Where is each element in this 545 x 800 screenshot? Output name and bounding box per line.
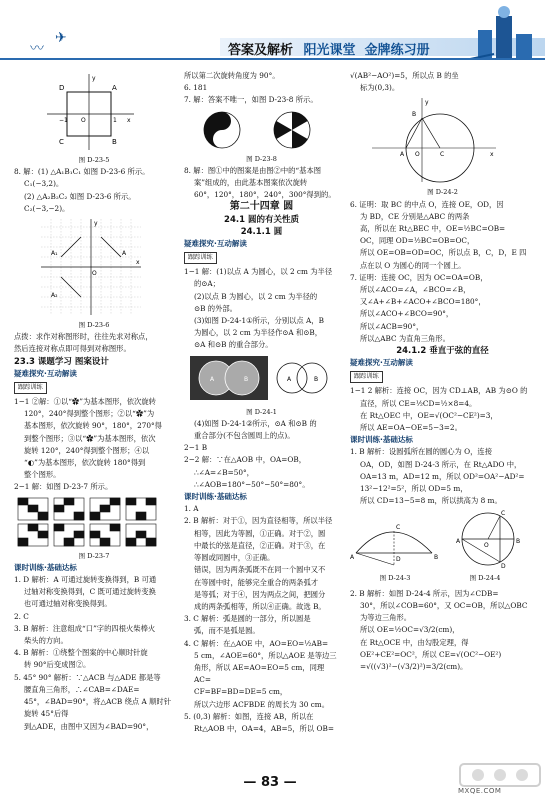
header-section: 答案及解析: [228, 43, 294, 58]
figure-d23-8: [184, 109, 334, 151]
answer-line: CF=BF=BD=DE=5 cm，: [194, 687, 288, 697]
answer-line: 6. 证明：取 BC 的中点 O，连接 OE，OD，因: [350, 199, 504, 209]
page-header: [0, 0, 545, 64]
svg-text:A: A: [122, 250, 127, 258]
figure-d24-3-and-d24-4: [350, 509, 530, 569]
svg-text:C: C: [59, 138, 64, 146]
answer-line: 旋转 120°，240°得到整个图形；④以: [24, 445, 150, 455]
answer-line: 1−1 2 解析：连接 OC，因为 CD⊥AB，AB 为⊙O 的: [350, 386, 528, 396]
svg-text:B: B: [516, 538, 521, 546]
answer-line: 角形，所以 AE=AO=EO=5 cm，同理 AC=: [194, 662, 325, 685]
figure-captions-row: [350, 571, 530, 587]
answer-line: 整个图形。: [24, 470, 61, 480]
answer-line: 5. 45° 90° 解析：∵△ACB 与△ADE 都是等: [14, 672, 161, 682]
answer-line: (4)如图 D-24-1②所示，⊙A 和⊙B 的: [194, 418, 317, 428]
answer-line: 又∠A+∠B+∠ACO+∠BCO=180°，: [360, 297, 486, 307]
svg-text:B: B: [112, 138, 117, 146]
answer-line: C₂(−3,−2)。: [24, 203, 70, 213]
subsection-title: 24.1.2 垂直于弦的直径: [396, 346, 489, 357]
bird-icon: 〰: [30, 41, 44, 57]
svg-text:B: B: [244, 375, 249, 383]
answer-line: 13²−12²=5²，所以 OD=5 m，: [360, 484, 468, 494]
answer-line: 腰直角三角形，∴∠CAB=∠DAE=: [24, 684, 140, 694]
answer-line: 2−1 解：如图 D-23-7 所示。: [14, 482, 113, 492]
answer-line: 60°，120°，180°，240°，300°得到的。: [194, 190, 336, 200]
answer-line: √(AB²−AO²)=5，所以点 B 的坐: [350, 71, 459, 80]
answer-line: 然后连接对称点即可得到对称图形。: [14, 344, 131, 354]
svg-text:C: C: [396, 524, 401, 532]
practice-tag: 跟踪训练: [14, 382, 47, 394]
answer-line: OC，同理 OD=½BC=OB=OC，: [360, 236, 475, 246]
answer-line: 30°，所以∠COB=60°，又 OC=OB，所以△OBC: [360, 600, 528, 610]
answer-line: 中最长的弦是直径，②正确。对于③，在: [194, 540, 326, 550]
svg-text:D: D: [59, 84, 65, 92]
figure-caption: 图 D-23-5: [78, 156, 110, 164]
svg-text:x: x: [136, 259, 140, 267]
svg-text:y: y: [94, 220, 98, 228]
answer-line: 2. C: [14, 611, 29, 621]
answer-line: 标为(0,3)。: [360, 83, 400, 93]
answer-line: 所以 CD=13−5=8 m，所以拱高为 8 m。: [360, 496, 502, 506]
answer-line: 5 cm，∠AOE=60°，所以△AOE 是等边三: [194, 650, 337, 660]
answer-line: 柴头的方向。: [24, 636, 68, 646]
answer-line: 在 Rt△OEC 中，OE=√(OC²−CE²)=3，: [360, 410, 498, 420]
answer-line: 直径，所以 CE=½CD=½×8=4。: [360, 398, 477, 408]
answer-line: 3. C 解析：弧是圆的一部分，所以圆是: [184, 614, 311, 624]
section-banner: 课时训练·基础达标: [350, 435, 413, 445]
svg-text:C: C: [440, 151, 445, 159]
answer-line: 过轴对称变换得到，C 既可通过旋转变换: [24, 587, 156, 597]
answer-line: 所以 OE=½OC=√3/2(cm)，: [360, 625, 460, 635]
chapter-title: 第二十四章 圆: [229, 201, 294, 213]
subsection-title: 24.1.1 圆: [240, 226, 283, 237]
section-title: 24.1 圆的有关性质: [224, 214, 299, 225]
answer-line: 45°，∠BAD=90°，将△ACB 绕点 A 顺时针旋转 45°后得: [24, 697, 172, 719]
svg-text:O: O: [92, 270, 97, 278]
svg-text:A: A: [456, 538, 461, 546]
figure-caption: 图 D-24-2: [427, 188, 458, 197]
svg-text:1: 1: [113, 117, 117, 124]
answer-line: 120°，240°得到整个图形；②以“✿”为: [24, 409, 155, 419]
answer-line: 所以∠ACO=∠A，∠BCO=∠B，: [360, 285, 471, 295]
svg-text:A: A: [350, 554, 355, 562]
answer-line: 为 BD，CE 分别是△ABC 的两条: [360, 211, 470, 221]
answer-line: 所以第二次旋转角度为 90°。: [184, 71, 280, 80]
svg-text:y: y: [425, 99, 429, 107]
answer-line: (3)如图 D-24-1①所示，分别以点 A，B: [194, 316, 324, 326]
header-rule: [0, 58, 545, 60]
svg-text:O: O: [81, 117, 86, 124]
answer-line: 3. B 解析：注意组成“口”字的四根火柴棒火: [14, 623, 156, 633]
svg-text:A: A: [112, 84, 117, 92]
answer-line: 的⊙A；: [194, 279, 220, 289]
answer-line: 在等圆中时，能够完全重合的两条弧才: [194, 577, 319, 587]
figure-caption: 图 D-24-4: [469, 574, 501, 583]
answer-line: OA，OD，如图 D-24-3 所示，在 Rt△ADO 中，: [360, 459, 522, 469]
answer-line: 相等，因此为等圆，①正确。对于②，圆: [194, 528, 326, 538]
section-banner: 疑难探究·互动解读: [350, 358, 413, 368]
svg-text:x: x: [127, 117, 131, 124]
answer-line: 1. D 解析：A 可通过旋转变换得到，B 可通: [14, 575, 157, 585]
figure-d24-2: [370, 96, 500, 184]
answer-line: 为圆心，以 2 cm 为半径作⊙A 和⊙B，: [194, 328, 323, 338]
figure-caption: 图 D-24-3: [379, 574, 411, 583]
section-title: 23.3 课题学习 图案设计: [14, 356, 109, 367]
answer-line: ⊙B 的外部。: [194, 303, 237, 313]
header-brand-name: 阳光课堂: [303, 43, 356, 58]
answer-line: 成的两条弧相等，所以④正确。故选 B。: [194, 601, 326, 611]
answer-line: OE²+CE²=OC²，所以 CE=√(OC²−OE²): [360, 649, 502, 659]
answers-block: [14, 574, 174, 733]
answer-line: (2) △A₂B₂C₂ 如图 D-23-6 所示。: [24, 191, 136, 201]
figure-d24-1: [184, 354, 334, 404]
answer-line: 基本图形，依次旋转 90°，180°，270°得: [24, 421, 162, 431]
answer-line: 转 90°后变成图②。: [24, 660, 91, 670]
answer-line: 所以 AE=OA−OE=5−3=2。: [360, 423, 462, 433]
column-2: [184, 70, 339, 735]
answer-8-block: [14, 166, 174, 215]
answer-line: 错误，因为两条弧既不在同一个圆中又不: [194, 565, 326, 575]
answer-line: 弧，而不是弧是圆。: [194, 626, 260, 636]
answer-line: 高，所以在 Rt△BEC 中，OE=½BC=OB=: [360, 224, 506, 234]
answer-line: 所以△ABC 为直角三角形。: [360, 333, 450, 343]
svg-text:y: y: [92, 75, 96, 82]
practice-tag: 跟踪训练: [184, 252, 217, 264]
practice-tag: 跟踪训练: [350, 371, 383, 383]
answer-line: 6. 181: [184, 83, 208, 93]
svg-text:B: B: [434, 554, 439, 562]
exercise-1-1: [14, 396, 174, 481]
answer-line: 8. 解：图①中的图案是由图②中的“基本图: [184, 165, 322, 175]
answer-line: 到整个图形；③以“✿”为基本图形，依次: [24, 433, 156, 443]
answer-line: (2)以点 B 为圆心，以 2 cm 为半径的: [194, 291, 318, 301]
answer-6-7-block: [350, 199, 535, 345]
svg-text:O: O: [415, 151, 420, 159]
answer-line: C₁(−3,2)。: [24, 179, 64, 189]
answer-line: 在 Rt△OCE 中，由勾股定理，得: [360, 637, 469, 647]
figure-d23-6: [36, 217, 146, 317]
answer-line: “◐”为基本图形，依次旋转 180°得到: [24, 458, 146, 468]
header-brand: [228, 39, 430, 58]
answer-line: 案”组成的，由此基本图案依次旋转: [194, 178, 308, 188]
answers-block: [184, 503, 339, 735]
bird-icon: ✈: [55, 30, 67, 46]
svg-text:A: A: [287, 375, 292, 383]
answer-line: 所以∠ACO+∠BCO=90°，: [360, 309, 454, 319]
svg-text:B: B: [412, 111, 417, 119]
figure-caption: 图 D-23-8: [246, 154, 277, 163]
svg-text:A: A: [210, 375, 215, 383]
section-banner: 课时训练·基础达标: [184, 492, 247, 502]
answer-line: =√((√3)²−(√3/2)²)=3/2(cm)。: [360, 661, 468, 671]
figure-d23-7: [14, 496, 164, 548]
answer-line: 2−1 B: [184, 443, 208, 453]
svg-text:A₂: A₂: [51, 292, 58, 300]
answer-line: 点在以 O 为圆心的同一个圆上。: [360, 260, 466, 270]
answer-line: 是等弧；对于④，因为两点之间，把圆分: [194, 589, 326, 599]
answer-line: 等圆或同圆中，③正确。: [194, 553, 275, 563]
exercise-1-1: [184, 266, 339, 351]
answer-line: 重合部分(不包含圆周上的点)。: [194, 431, 295, 441]
figure-d23-5: [39, 72, 139, 152]
answer-line: 所以六边形 ACFBDE 的周长为 30 cm。: [194, 699, 329, 709]
svg-text:−1: −1: [59, 117, 68, 124]
answer-line: 4. B 解析：①绕整个图案的中心顺时针旋: [14, 648, 148, 658]
answer-line: 5. (0,3) 解析：如图，连接 AB，所以在: [184, 711, 314, 721]
answer-line: OA=13 m，AD=12 m，所以 OD²=OA²−AD²=: [360, 471, 525, 481]
answer-line: 2. B 解析：对于①，因为直径相等，所以半径: [184, 516, 333, 526]
page-number: — 83 —: [243, 775, 297, 790]
answer-line: 4. C 解析：在△AOE 中，AO=EO=½AB=: [184, 638, 329, 648]
answer-line: 所以∠ACB=90°，: [360, 321, 424, 331]
column-1: [14, 70, 174, 733]
svg-text:A₁: A₁: [51, 250, 58, 258]
answer-line: Rt△AOB 中，OA=4，AB=5，所以 OB=: [194, 723, 334, 733]
svg-text:O: O: [484, 542, 489, 550]
answer-line: 8. 解：(1) △A₁B₁C₁ 如图 D-23-6 所示。: [14, 167, 150, 177]
building-logo-icon: [470, 4, 540, 60]
answer-line: 为等边三角形。: [360, 613, 412, 623]
section-banner: 疑难探究·互动解读: [14, 368, 77, 378]
answer-line: 1−1 解：(1)以点 A 为圆心，以 2 cm 为半径: [184, 267, 333, 277]
svg-text:A: A: [400, 151, 405, 159]
answer-line: 7. 解：答案不唯一，如图 D-23-8 所示。: [184, 95, 318, 105]
section-banner: 课时训练·基础达标: [14, 562, 77, 572]
svg-text:D: D: [396, 556, 401, 564]
svg-text:x: x: [490, 151, 494, 159]
answer-line: ∴∠AOB=180°−50°−50°=80°。: [194, 479, 310, 489]
section-banner: 疑难探究·互动解读: [184, 239, 247, 249]
figure-caption: 图 D-23-7: [78, 551, 110, 560]
answer-line: 所以 OE=OB=OD=OC，所以点 B，C，D，E 四: [360, 248, 527, 258]
answer-line: 7. 证明：连接 OC，因为 OC=OA=OB，: [350, 272, 488, 282]
answer-line: 1. A: [184, 504, 199, 514]
svg-text:B: B: [314, 375, 319, 383]
answer-line: 也可通过轴对称变换得到。: [24, 599, 112, 609]
figure-caption: 图 D-23-6: [78, 321, 110, 330]
answer-line: 1−1 ②解：①以“✿”为基本图形，依次旋转: [14, 397, 156, 407]
answer-line: 2. B 解析：如图 D-24-4 所示，因为∠CDB=: [350, 588, 499, 598]
svg-text:C: C: [501, 510, 506, 518]
answer-line: 到△ADE，由图中又因为∠BAD=90°，: [24, 721, 154, 731]
answer-line: 2−2 解：∵在△AOB 中，OA=OB，: [184, 455, 307, 465]
header-book-name: 金牌练习册: [364, 43, 430, 58]
figure-caption: 图 D-24-1: [246, 407, 277, 416]
answer-line: ⊙A 和⊙B 的重合部分。: [194, 340, 273, 350]
answer-line: ∴∠A=∠B=50°，: [194, 467, 254, 477]
answer-line: 1. B 解析：设圆弧所在圆的圆心为 O，连接: [350, 447, 493, 457]
svg-text:D: D: [501, 563, 506, 570]
answer-line: 点拨：求作对称图形时，往往先求对称点，: [14, 332, 153, 342]
column-3: [350, 70, 535, 673]
watermark-text: MXQE.COM: [458, 787, 502, 795]
